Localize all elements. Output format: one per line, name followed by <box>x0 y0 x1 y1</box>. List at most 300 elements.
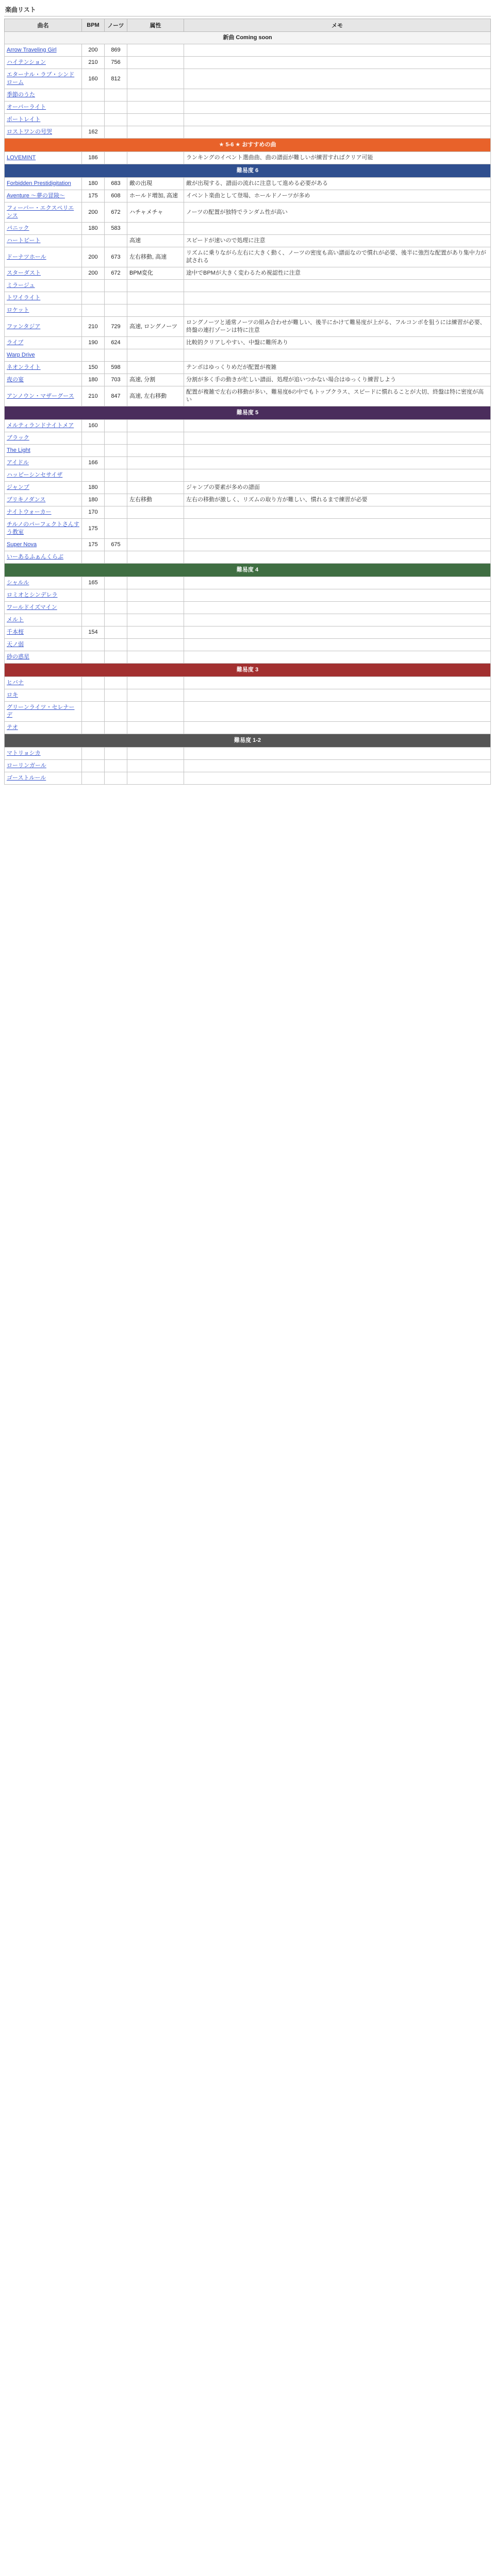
memo-cell: 左右の移動が激しく、リズムの取り方が難しい、慣れるまで練習が必要 <box>184 494 491 506</box>
memo-cell <box>184 614 491 626</box>
notes-cell: 756 <box>105 57 127 69</box>
attribute-cell: BPM変化 <box>127 267 184 280</box>
bpm-cell <box>82 651 105 664</box>
table-row <box>5 689 491 702</box>
notes-cell <box>105 626 127 639</box>
notes-cell <box>105 152 127 164</box>
attribute-cell <box>127 432 184 445</box>
notes-cell <box>105 589 127 602</box>
bpm-cell <box>82 114 105 126</box>
attribute-cell <box>127 89 184 101</box>
table-row <box>5 89 491 101</box>
table-row <box>5 267 491 280</box>
attribute-cell: ホールド増加, 高速 <box>127 190 184 202</box>
table-row <box>5 235 491 247</box>
table-row <box>5 57 491 69</box>
memo-cell <box>184 702 491 722</box>
memo-cell: スピードが速いので処理に注意 <box>184 235 491 247</box>
attribute-cell <box>127 689 184 702</box>
table-row <box>5 126 491 139</box>
attribute-cell <box>127 362 184 374</box>
table-row <box>5 337 491 349</box>
song-title-link[interactable]: いーあるふぁんくらぶ <box>7 554 63 560</box>
notes-cell: 683 <box>105 178 127 190</box>
song-title-link[interactable]: ハッピーシンセサイザ <box>7 472 63 478</box>
attribute-cell <box>127 506 184 519</box>
attribute-cell <box>127 101 184 114</box>
bpm-cell: 200 <box>82 44 105 57</box>
song-cell <box>5 101 82 114</box>
table-row <box>5 420 491 432</box>
song-title-link[interactable]: ハートビート <box>7 238 41 244</box>
table-row <box>5 304 491 317</box>
attribute-cell <box>127 772 184 785</box>
song-cell <box>5 506 82 519</box>
song-title-link[interactable]: メルティランドナイトメア <box>7 422 74 429</box>
bpm-cell <box>82 639 105 651</box>
song-title-link[interactable]: ロストワンの号哭 <box>7 129 52 135</box>
song-title-link[interactable]: 砂の惑星 <box>7 654 29 660</box>
song-title-link[interactable]: ポートレイト <box>7 116 41 123</box>
song-cell <box>5 420 82 432</box>
attribute-cell <box>127 469 184 482</box>
memo-cell <box>184 577 491 589</box>
table-row <box>5 702 491 722</box>
song-title-link[interactable]: ヒバナ <box>7 680 24 686</box>
bpm-cell: 180 <box>82 374 105 386</box>
column-header: ノーツ <box>105 19 127 32</box>
attribute-cell: 左右移動, 高速 <box>127 247 184 267</box>
song-table <box>4 19 491 785</box>
table-row <box>5 202 491 223</box>
table-row <box>5 190 491 202</box>
notes-cell <box>105 748 127 760</box>
attribute-cell <box>127 349 184 362</box>
bpm-cell <box>82 702 105 722</box>
notes-cell <box>105 457 127 469</box>
table-body <box>5 32 491 785</box>
column-header: 曲名 <box>5 19 82 32</box>
notes-cell: 869 <box>105 44 127 57</box>
song-title-link[interactable]: ロキ <box>7 692 18 698</box>
song-cell <box>5 760 82 772</box>
notes-cell <box>105 235 127 247</box>
song-cell <box>5 432 82 445</box>
song-cell <box>5 748 82 760</box>
table-row <box>5 223 491 235</box>
memo-cell <box>184 506 491 519</box>
bpm-cell <box>82 722 105 734</box>
bpm-cell <box>82 760 105 772</box>
song-title-link[interactable]: マトリョシカ <box>7 750 41 756</box>
notes-cell <box>105 760 127 772</box>
song-cell <box>5 722 82 734</box>
bpm-cell <box>82 235 105 247</box>
memo-cell: ジャンプの要素が多めの譜面 <box>184 482 491 494</box>
song-cell <box>5 57 82 69</box>
table-row <box>5 589 491 602</box>
song-title-link[interactable]: Aventure ～夢の冒険～ <box>7 193 65 199</box>
song-title-link[interactable]: Arrow Traveling Girl <box>7 47 57 53</box>
notes-cell <box>105 506 127 519</box>
song-title-link[interactable]: Super Nova <box>7 541 37 548</box>
bpm-cell: 150 <box>82 362 105 374</box>
memo-cell <box>184 420 491 432</box>
song-cell <box>5 539 82 551</box>
song-cell <box>5 223 82 235</box>
table-row <box>5 374 491 386</box>
memo-cell <box>184 223 491 235</box>
song-title-link[interactable]: 天ノ弱 <box>7 641 24 648</box>
memo-cell <box>184 69 491 89</box>
song-title-link[interactable]: ネオンライト <box>7 364 41 370</box>
bpm-cell: 175 <box>82 519 105 539</box>
memo-cell <box>184 519 491 539</box>
notes-cell <box>105 772 127 785</box>
song-title-link[interactable]: パニック <box>7 225 29 231</box>
song-cell <box>5 639 82 651</box>
notes-cell <box>105 722 127 734</box>
song-cell <box>5 445 82 457</box>
attribute-cell <box>127 602 184 614</box>
bpm-cell: 210 <box>82 317 105 337</box>
song-title-link[interactable]: スターダスト <box>7 270 41 276</box>
notes-cell <box>105 689 127 702</box>
table-row <box>5 69 491 89</box>
bpm-cell <box>82 689 105 702</box>
song-title-link[interactable]: 夜の宴 <box>7 377 24 383</box>
bpm-cell: 175 <box>82 539 105 551</box>
memo-cell <box>184 280 491 292</box>
notes-cell <box>105 602 127 614</box>
song-title-link[interactable]: グリーンライツ・セレナーデ <box>7 704 75 718</box>
table-row <box>5 469 491 482</box>
table-row <box>5 44 491 57</box>
song-title-link[interactable]: LOVEMINT <box>7 155 36 161</box>
song-title-link[interactable]: フィーバー・エクスペリエンス <box>7 205 74 219</box>
table-header <box>5 19 491 32</box>
memo-cell <box>184 457 491 469</box>
memo-cell <box>184 772 491 785</box>
attribute-cell <box>127 44 184 57</box>
memo-cell <box>184 589 491 602</box>
song-cell <box>5 89 82 101</box>
attribute-cell <box>127 337 184 349</box>
attribute-cell <box>127 551 184 564</box>
bpm-cell <box>82 551 105 564</box>
memo-cell <box>184 760 491 772</box>
song-title-link[interactable]: シャルル <box>7 580 29 586</box>
bpm-cell: 175 <box>82 190 105 202</box>
bpm-cell <box>82 772 105 785</box>
memo-cell: ランキングのイベント選曲曲、曲の譜面が難しいが練習すればクリア可能 <box>184 152 491 164</box>
attribute-cell <box>127 445 184 457</box>
bpm-cell: 200 <box>82 267 105 280</box>
table-row <box>5 114 491 126</box>
song-cell <box>5 126 82 139</box>
song-cell <box>5 469 82 482</box>
memo-cell <box>184 469 491 482</box>
table-row <box>5 639 491 651</box>
notes-cell <box>105 445 127 457</box>
song-cell <box>5 44 82 57</box>
notes-cell <box>105 494 127 506</box>
column-header: BPM <box>82 19 105 32</box>
song-cell <box>5 247 82 267</box>
notes-cell: 624 <box>105 337 127 349</box>
song-cell <box>5 494 82 506</box>
song-title-link[interactable]: メルト <box>7 617 24 623</box>
table-row <box>5 506 491 519</box>
notes-cell <box>105 469 127 482</box>
song-title-link[interactable]: ワールドイズマイン <box>7 604 57 611</box>
attribute-cell <box>127 722 184 734</box>
attribute-cell <box>127 69 184 89</box>
memo-cell: ロングノーツと通常ノーツの組み合わせが難しい、後半にかけて難易度が上がる、フルコンボを狙うには練習が必要、終盤の連打ゾーンは特に注意 <box>184 317 491 337</box>
attribute-cell <box>127 626 184 639</box>
bpm-cell: 200 <box>82 247 105 267</box>
song-title-link[interactable]: Warp Drive <box>7 352 35 358</box>
bpm-cell: 170 <box>82 506 105 519</box>
notes-cell: 583 <box>105 223 127 235</box>
bpm-cell: 210 <box>82 386 105 406</box>
memo-cell <box>184 126 491 139</box>
column-header: 属性 <box>127 19 184 32</box>
attribute-cell <box>127 126 184 139</box>
table-row <box>5 482 491 494</box>
notes-cell: 675 <box>105 539 127 551</box>
song-title-link[interactable]: テオ <box>7 724 18 731</box>
notes-cell: 729 <box>105 317 127 337</box>
song-cell <box>5 689 82 702</box>
bpm-cell: 210 <box>82 57 105 69</box>
bpm-cell: 180 <box>82 494 105 506</box>
song-cell <box>5 292 82 304</box>
table-row <box>5 722 491 734</box>
song-title-link[interactable]: ミラージュ <box>7 282 35 289</box>
song-cell <box>5 772 82 785</box>
song-title-link[interactable]: オーバーライト <box>7 104 46 110</box>
section-header-row <box>5 139 491 152</box>
notes-cell: 847 <box>105 386 127 406</box>
attribute-cell <box>127 223 184 235</box>
attribute-cell <box>127 651 184 664</box>
song-title-link[interactable]: ブラック <box>7 435 29 441</box>
attribute-cell <box>127 589 184 602</box>
attribute-cell: ハチャメチャ <box>127 202 184 223</box>
song-title-link[interactable]: ドーナツホール <box>7 253 46 260</box>
notes-cell <box>105 89 127 101</box>
song-title-link[interactable]: 季節のうた <box>7 92 35 98</box>
song-title-link[interactable]: The Light <box>7 447 30 453</box>
table-row <box>5 539 491 551</box>
song-cell <box>5 304 82 317</box>
memo-cell: イベント楽曲として登場、ホールドノーツが多め <box>184 190 491 202</box>
memo-cell: 分割が多く手の動きが忙しい譜面、処理が追いつかない場合はゆっくり練習しよう <box>184 374 491 386</box>
attribute-cell: 高速, ロングノーツ <box>127 317 184 337</box>
bpm-cell <box>82 292 105 304</box>
attribute-cell <box>127 114 184 126</box>
song-title-link[interactable]: トワイライト <box>7 295 41 301</box>
table-row <box>5 677 491 689</box>
bpm-cell <box>82 589 105 602</box>
table-row <box>5 626 491 639</box>
song-cell <box>5 519 82 539</box>
song-title-link[interactable]: ハイテンション <box>7 59 46 65</box>
section-header-row <box>5 564 491 577</box>
notes-cell <box>105 677 127 689</box>
attribute-cell <box>127 519 184 539</box>
song-title-link[interactable]: ブリキノダンス <box>7 497 46 503</box>
attribute-cell <box>127 577 184 589</box>
page-heading: 楽曲リスト <box>4 3 491 16</box>
notes-cell <box>105 577 127 589</box>
bpm-cell: 165 <box>82 577 105 589</box>
table-row <box>5 292 491 304</box>
song-title-link[interactable]: ローリンガール <box>7 762 46 769</box>
song-cell <box>5 235 82 247</box>
section-header-row <box>5 164 491 178</box>
notes-cell <box>105 292 127 304</box>
notes-cell <box>105 519 127 539</box>
notes-cell <box>105 551 127 564</box>
table-row <box>5 445 491 457</box>
song-cell <box>5 152 82 164</box>
section-header-row <box>5 406 491 420</box>
bpm-cell <box>82 349 105 362</box>
attribute-cell: 高速 <box>127 235 184 247</box>
memo-cell <box>184 626 491 639</box>
bpm-cell <box>82 748 105 760</box>
attribute-cell <box>127 457 184 469</box>
song-cell <box>5 551 82 564</box>
song-title-link[interactable]: アンノウン・マザーグース <box>7 393 74 399</box>
notes-cell <box>105 651 127 664</box>
memo-cell: リズムに乗りながら左右に大きく動く、ノーツの密度も高い譜面なので慣れが必要、後半に強烈な配置があり集中力が試される <box>184 247 491 267</box>
memo-cell <box>184 89 491 101</box>
table-row <box>5 247 491 267</box>
attribute-cell: 敵の出現 <box>127 178 184 190</box>
attribute-cell <box>127 292 184 304</box>
memo-cell: 比較的クリアしやすい、中盤に難所あり <box>184 337 491 349</box>
bpm-cell <box>82 602 105 614</box>
attribute-cell <box>127 152 184 164</box>
notes-cell: 812 <box>105 69 127 89</box>
attribute-cell <box>127 748 184 760</box>
bpm-cell <box>82 677 105 689</box>
memo-cell <box>184 432 491 445</box>
section-title: ★ 5-6 ★ おすすめの曲 <box>5 139 491 152</box>
attribute-cell <box>127 304 184 317</box>
memo-cell <box>184 689 491 702</box>
memo-cell: 途中でBPMが大きく変わるため視認性に注意 <box>184 267 491 280</box>
song-cell <box>5 202 82 223</box>
song-cell <box>5 602 82 614</box>
memo-cell <box>184 101 491 114</box>
notes-cell <box>105 114 127 126</box>
table-row <box>5 432 491 445</box>
memo-cell: 配置が複雑で左右の移動が多い、難易度6の中でもトップクラス、スピードに慣れることが大切、終盤は特に密度が高い <box>184 386 491 406</box>
attribute-cell <box>127 639 184 651</box>
memo-cell <box>184 445 491 457</box>
header-row <box>5 19 491 32</box>
memo-cell <box>184 551 491 564</box>
table-row <box>5 457 491 469</box>
section-title: 新曲 Coming soon <box>5 32 491 44</box>
song-title-link[interactable]: ロケット <box>7 307 29 313</box>
bpm-cell <box>82 304 105 317</box>
table-row <box>5 152 491 164</box>
bpm-cell <box>82 89 105 101</box>
attribute-cell <box>127 57 184 69</box>
song-cell <box>5 482 82 494</box>
song-cell <box>5 589 82 602</box>
notes-cell <box>105 126 127 139</box>
column-header: メモ <box>184 19 491 32</box>
bpm-cell: 190 <box>82 337 105 349</box>
song-title-link[interactable]: ナイトウォーカー <box>7 509 52 515</box>
table-row <box>5 519 491 539</box>
section-title: 難易度 3 <box>5 664 491 677</box>
notes-cell: 598 <box>105 362 127 374</box>
bpm-cell: 180 <box>82 223 105 235</box>
notes-cell <box>105 304 127 317</box>
memo-cell: テンポはゆっくりめだが配置が複雑 <box>184 362 491 374</box>
table-row <box>5 748 491 760</box>
table-row <box>5 101 491 114</box>
song-title-link[interactable]: エターナル・ラブ・シンドローム <box>7 72 75 86</box>
song-title-link[interactable]: ライブ <box>7 340 24 346</box>
song-cell <box>5 651 82 664</box>
song-title-link[interactable]: チルノのパーフェクトさんすう教室 <box>7 521 79 535</box>
song-cell <box>5 317 82 337</box>
song-title-link[interactable]: 千本桜 <box>7 629 24 635</box>
song-cell <box>5 337 82 349</box>
bpm-cell: 186 <box>82 152 105 164</box>
section-title: 難易度 5 <box>5 406 491 420</box>
table-row <box>5 772 491 785</box>
attribute-cell <box>127 702 184 722</box>
song-title-link[interactable]: Forbidden Prestidigitation <box>7 180 71 187</box>
notes-cell: 672 <box>105 202 127 223</box>
song-title-link[interactable]: ファンタジア <box>7 323 41 330</box>
song-title-link[interactable]: アイドル <box>7 460 29 466</box>
table-row <box>5 614 491 626</box>
section-title: 難易度 1-2 <box>5 734 491 748</box>
song-title-link[interactable]: ゴーストルール <box>7 775 46 781</box>
song-cell <box>5 577 82 589</box>
table-row <box>5 178 491 190</box>
notes-cell: 608 <box>105 190 127 202</box>
attribute-cell <box>127 420 184 432</box>
attribute-cell: 高速, 分割 <box>127 374 184 386</box>
memo-cell <box>184 602 491 614</box>
song-cell <box>5 349 82 362</box>
table-row <box>5 349 491 362</box>
notes-cell <box>105 420 127 432</box>
song-cell <box>5 69 82 89</box>
song-title-link[interactable]: ロミオとシンデレラ <box>7 592 58 598</box>
attribute-cell <box>127 760 184 772</box>
song-cell <box>5 280 82 292</box>
memo-cell <box>184 639 491 651</box>
song-cell <box>5 614 82 626</box>
memo-cell <box>184 57 491 69</box>
bpm-cell: 162 <box>82 126 105 139</box>
notes-cell: 673 <box>105 247 127 267</box>
song-cell <box>5 362 82 374</box>
song-title-link[interactable]: ジャンプ <box>7 484 29 490</box>
